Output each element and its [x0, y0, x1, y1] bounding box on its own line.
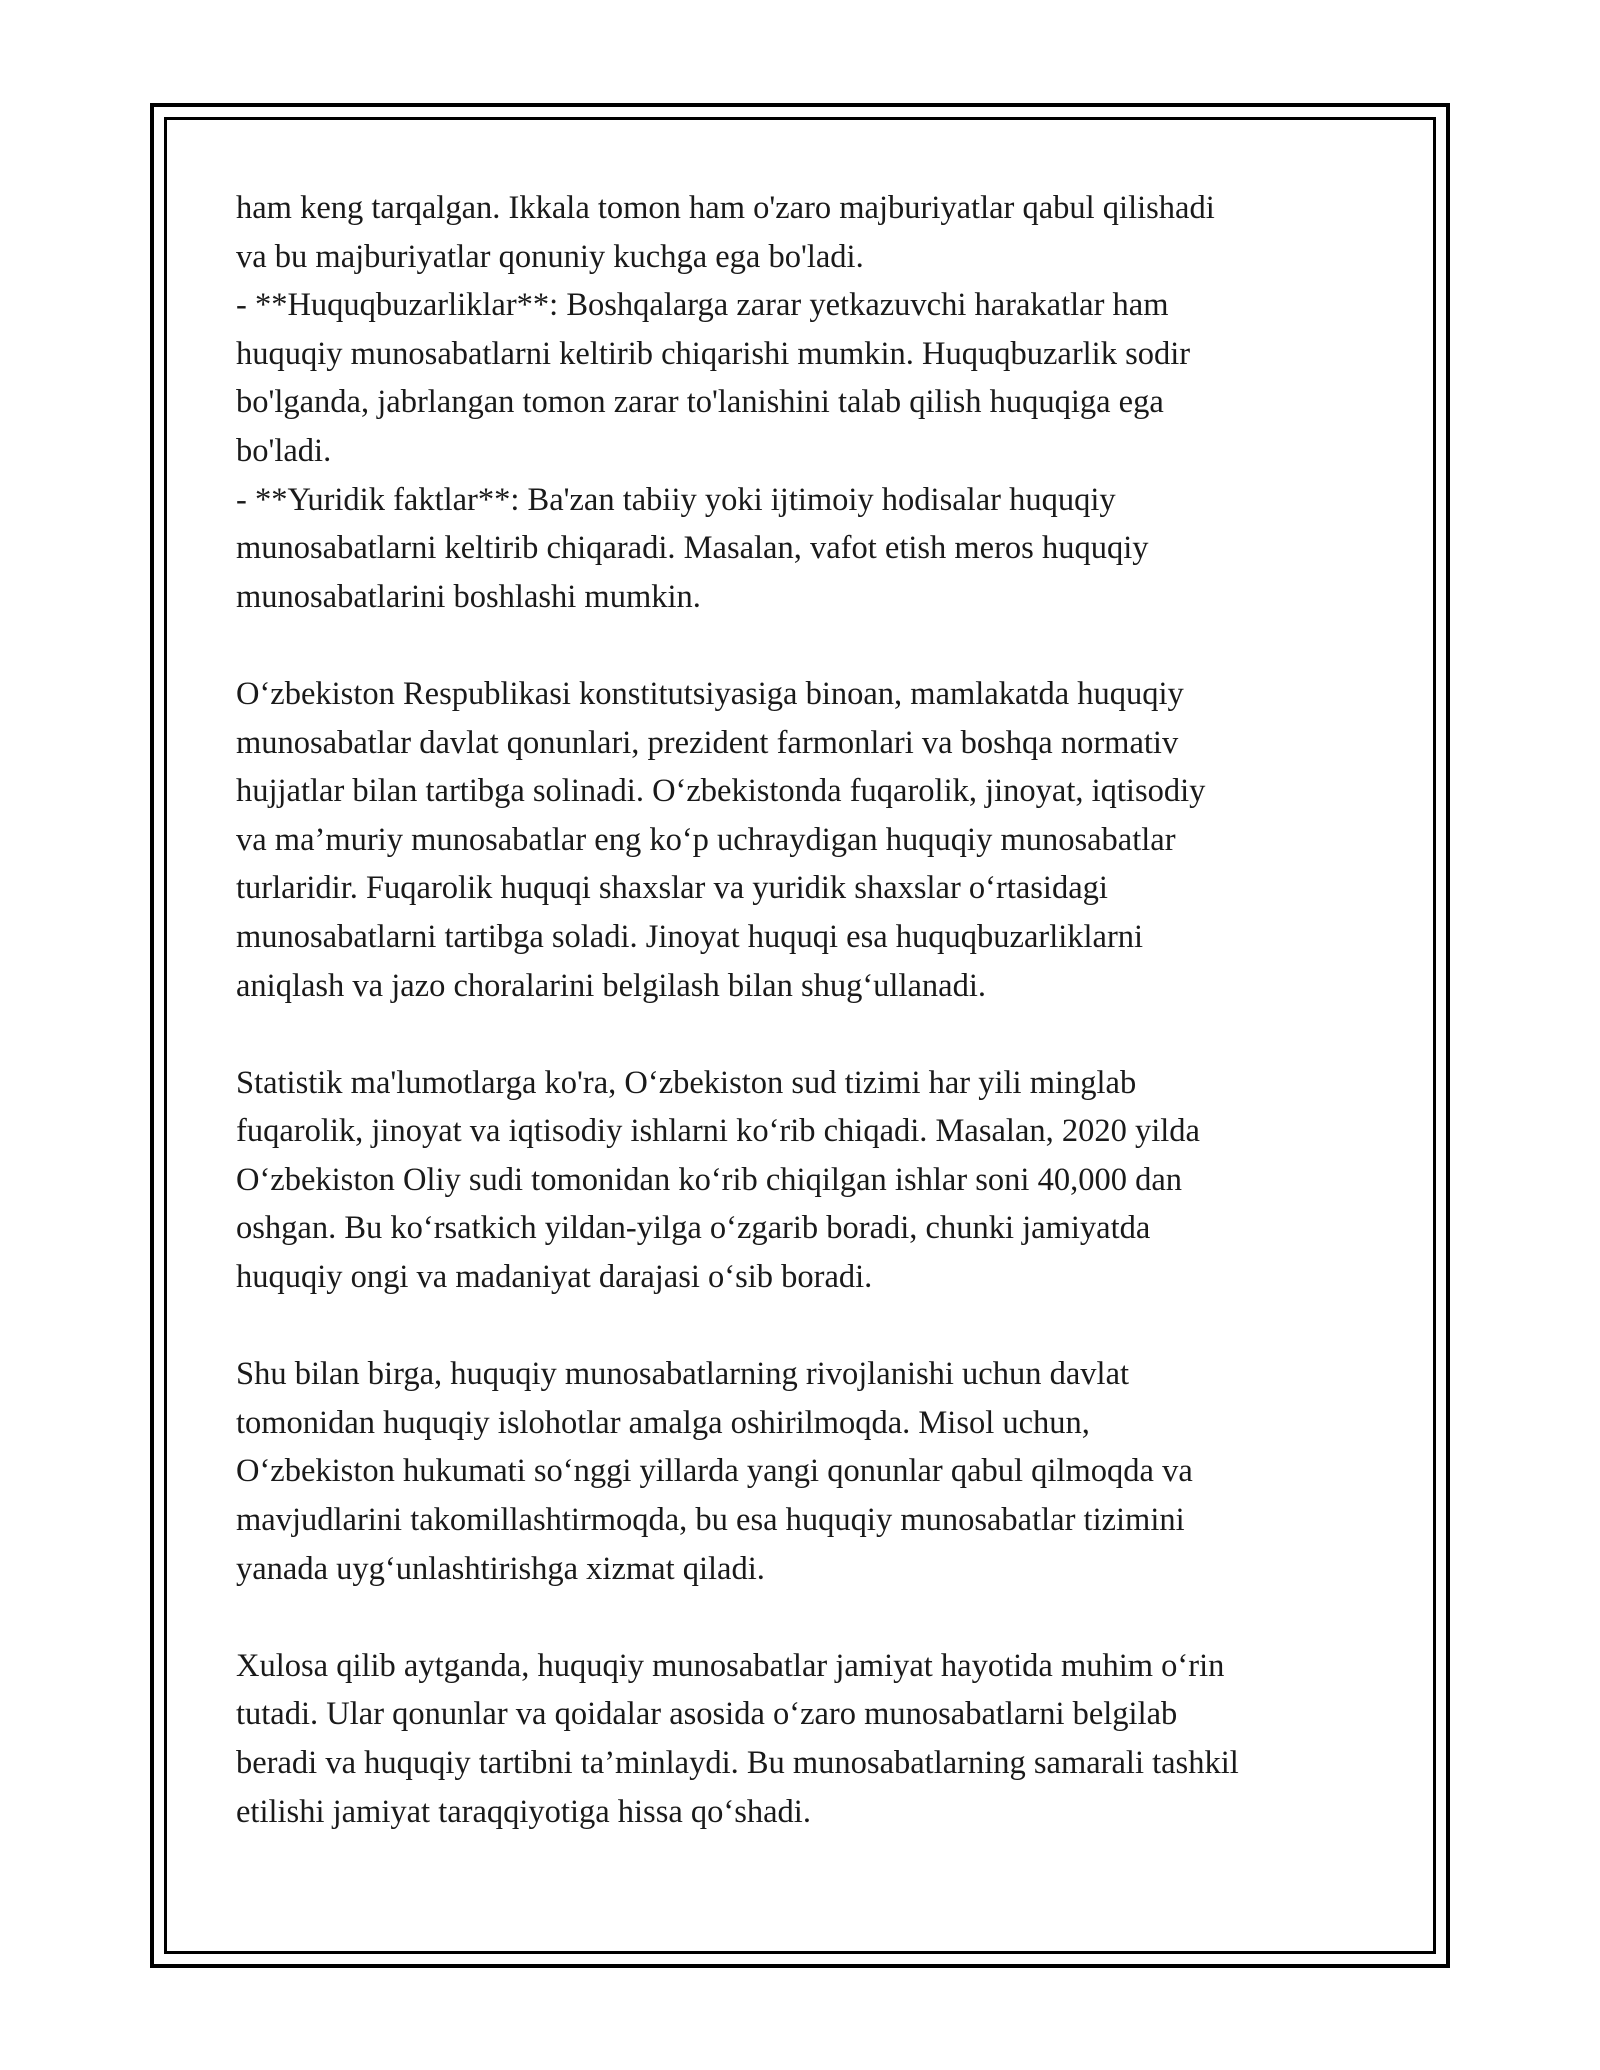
text-line: munosabatlarni keltirib chiqaradi. Masalan, vafot etish meros huquqiy — [236, 530, 1149, 567]
text-line: mavjudlarini takomillashtirmoqda, bu esa huquqiy munosabatlar tizimini — [236, 1502, 1185, 1539]
text-line: aniqlash va jazo choralarini belgilash bilan shug‘ullanadi. — [236, 967, 986, 1004]
text-line: bo'ladi. — [236, 432, 332, 469]
text-line: O‘zbekiston hukumati so‘nggi yillarda yangi qonunlar qabul qilmoqda va — [236, 1453, 1193, 1490]
text-line: hujjatlar bilan tartibga solinadi. O‘zbekistonda fuqarolik, jinoyat, iqtisodiy — [236, 773, 1206, 810]
text-line: bo'lganda, jabrlangan tomon zarar to'lanishini talab qilish huquqiga ega — [236, 384, 1164, 421]
text-line: tutadi. Ular qonunlar va qoidalar asosida o‘zaro munosabatlarni belgilab — [236, 1696, 1178, 1733]
text-line: fuqarolik, jinoyat va iqtisodiy ishlarni ko‘rib chiqadi. Masalan, 2020 yilda — [236, 1113, 1200, 1150]
paragraph-gap — [236, 1593, 1376, 1642]
paragraph-legal-grounds — [236, 184, 1376, 621]
text-line: munosabatlarni tartibga soladi. Jinoyat huquqi esa huquqbuzarliklarni — [236, 918, 1144, 955]
text-line: O‘zbekiston Respublikasi konstitutsiyasiga binoan, mamlakatda huquqiy — [236, 675, 1184, 712]
text-line: huquqiy ongi va madaniyat darajasi o‘sib boradi. — [236, 1259, 873, 1296]
paragraph-gap — [236, 1010, 1376, 1059]
text-line: turlaridir. Fuqarolik huquqi shaxslar va yuridik shaxslar o‘rtasidagi — [236, 870, 1108, 907]
paragraph-gap — [236, 1302, 1376, 1351]
text-line: Shu bilan birga, huquqiy munosabatlarning rivojlanishi uchun davlat — [236, 1356, 1130, 1393]
text-line: huquqiy munosabatlarni keltirib chiqarishi mumkin. Huquqbuzarlik sodir — [236, 335, 1191, 372]
text-line: yanada uyg‘unlashtirishga xizmat qiladi. — [236, 1550, 765, 1587]
paragraph-reforms — [236, 1350, 1376, 1593]
paragraph-conclusion — [236, 1642, 1376, 1836]
text-line: tomonidan huquqiy islohotlar amalga oshirilmoqda. Misol uchun, — [236, 1404, 1090, 1441]
text-line: oshgan. Bu ko‘rsatkich yildan-yilga o‘zgarib boradi, chunki jamiyatda — [236, 1210, 1151, 1247]
text-line: ham keng tarqalgan. Ikkala tomon ham o'zaro majburiyatlar qabul qilishadi — [236, 190, 1215, 226]
text-line: munosabatlarini boshlashi mumkin. — [236, 578, 701, 615]
text-line: Xulosa qilib aytganda, huquqiy munosabatlar jamiyat hayotida muhim o‘rin — [236, 1647, 1225, 1684]
paragraph-constitution — [236, 670, 1376, 1010]
document-body — [236, 184, 1376, 1836]
text-line: munosabatlar davlat qonunlari, prezident farmonlari va boshqa normativ — [236, 724, 1179, 761]
text-line: - **Yuridik faktlar**: Ba'zan tabiiy yoki ijtimoiy hodisalar huquqiy — [236, 481, 1116, 518]
paragraph-statistics — [236, 1059, 1376, 1302]
text-line: va bu majburiyatlar qonuniy kuchga ega bo'ladi. — [236, 238, 864, 275]
text-line: - **Huquqbuzarliklar**: Boshqalarga zarar yetkazuvchi harakatlar ham — [236, 287, 1169, 324]
text-line: O‘zbekiston Oliy sudi tomonidan ko‘rib chiqilgan ishlar soni 40,000 dan — [236, 1161, 1182, 1198]
text-line: etilishi jamiyat taraqqiyotiga hissa qo‘shadi. — [236, 1793, 811, 1830]
text-line: beradi va huquqiy tartibni ta’minlaydi. Bu munosabatlarning samarali tashkil — [236, 1745, 1239, 1781]
text-line: Statistik ma'lumotlarga ko'ra, O‘zbekiston sud tizimi har yili minglab — [236, 1064, 1137, 1101]
text-line: va ma’muriy munosabatlar eng ko‘p uchraydigan huquqiy munosabatlar — [236, 821, 1176, 858]
paragraph-gap — [236, 621, 1376, 670]
